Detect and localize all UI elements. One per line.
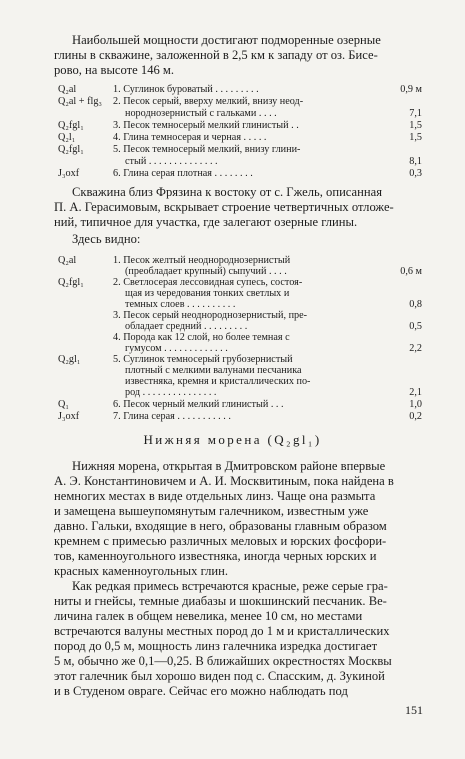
stratum-description: 3. Песок серый неоднороднозернистый, пре- — [113, 310, 308, 321]
text-line: Как редкая примесь встречаются красные, реже серые гра- — [72, 579, 388, 593]
stratum-thickness: 1,5 — [409, 132, 422, 143]
stratum-description: 4. Порода как 12 слой, но более темная с — [113, 332, 290, 343]
stratum-description: 6. Песок черный мелкий глинистый . . . — [113, 399, 284, 410]
text-line: ниты и гнейсы, темные диабазы и шокшинский песчаник. Ве- — [54, 594, 387, 608]
paragraph-1 — [54, 33, 422, 78]
stratum-thickness: 0,5 — [409, 321, 422, 332]
stratum-description: плотный с мелкими валунами песчаника — [125, 365, 302, 376]
table-row — [58, 84, 422, 96]
stratum-description: 3. Песок темносерый мелкий глинистый . . — [113, 120, 299, 131]
table-row — [58, 96, 422, 108]
table-row — [58, 399, 422, 411]
table-row — [58, 120, 422, 132]
paragraph-4 — [54, 579, 422, 699]
stratum-description: 4. Глина темносерая и черная . . . . . — [113, 132, 267, 143]
stratum-index: Q₂fgl₁ — [58, 277, 84, 288]
stratum-thickness: 1,5 — [409, 120, 422, 131]
stratum-thickness: 0,8 — [409, 299, 422, 310]
text-line: П. А. Герасимовым, вскрывает строение четвертичных отложе- — [54, 200, 394, 214]
stratum-description: 5. Песок темносерый мелкий, внизу глини- — [113, 144, 301, 155]
stratum-description: 1. Суглинок буроватый . . . . . . . . . — [113, 84, 259, 95]
text-line: этот галечник был хорошо виден под с. Спасским, д. Зукиной — [54, 669, 385, 683]
text-line: тов, каменноугольного известняка, иногда черных юрских и — [54, 549, 377, 563]
stratum-thickness: 0,6 м — [400, 266, 422, 277]
stratum-index: J₃oxf — [58, 411, 80, 422]
text-line: глины в скважине, заложенной в 2,5 км к западу от оз. Бисе- — [54, 48, 378, 62]
stratum-description: щая из чередования тонких светлых и — [125, 288, 290, 299]
stratum-index: Q₁ — [58, 399, 69, 410]
text-line: красных каменноугольных глин. — [54, 564, 229, 578]
stratum-description: (преобладает крупный) сыпучий . . . . — [125, 266, 287, 277]
stratum-description: известняка, кремня и кристаллических по- — [125, 376, 311, 387]
stratum-description: 6. Глина серая плотная . . . . . . . . — [113, 168, 253, 179]
paragraph-3 — [54, 459, 422, 579]
table-row — [58, 156, 422, 168]
section-heading: Нижняя морена (Q₂gl₁) — [143, 432, 322, 447]
table-row — [58, 168, 422, 180]
stratum-thickness: 7,1 — [409, 108, 422, 119]
stratum-thickness: 1,0 — [409, 399, 422, 410]
stratum-description: 2. Песок серый, вверху мелкий, внизу неод- — [113, 96, 304, 107]
table-row — [58, 108, 422, 120]
stratum-description: обладает средний . . . . . . . . . — [125, 321, 248, 332]
stratum-thickness: 0,2 — [409, 411, 422, 422]
text-line: кремнем с примесью различных меловых и юрских фосфори- — [54, 534, 387, 548]
text-line: Скважина близ Фрязина к востоку от с. Гжель, описанная — [72, 185, 382, 199]
text-line: личина галек в общем невелика, менее 10 см, но местами — [54, 609, 363, 623]
stratum-thickness: 0,9 м — [400, 84, 422, 95]
stratum-index: Q₂fgl₁ — [58, 120, 84, 131]
stratum-description: стый . . . . . . . . . . . . . . — [125, 156, 218, 167]
text-line: пород до 0,5 м, мощность линз галечника изредка достигает — [54, 639, 378, 653]
stratum-description: род . . . . . . . . . . . . . . . — [125, 387, 217, 398]
table-row — [58, 387, 422, 399]
stratum-index: Q₂al + flg₃ — [58, 96, 102, 107]
table-row — [58, 132, 422, 144]
paragraph-2 — [54, 185, 422, 230]
text-line: А. Э. Константиновичем и А. И. Москвитиным, пока найдена в — [54, 474, 394, 488]
page-number: 151 — [405, 703, 423, 717]
stratum-description: 7. Глина серая . . . . . . . . . . . — [113, 411, 231, 422]
stratum-index: Q₂al — [58, 84, 77, 95]
stratum-index: J₃oxf — [58, 168, 80, 179]
stratum-thickness: 2,1 — [409, 387, 422, 398]
table-row — [58, 411, 422, 423]
stratum-index: Q₂al — [58, 255, 77, 266]
stratum-description: темных слоев . . . . . . . . . . — [125, 299, 236, 310]
text-line: рово, на высоте 146 м. — [54, 63, 175, 77]
here-visible-label: Здесь видно: — [72, 232, 141, 246]
text-line: немногих местах в виде отдельных линз. Чаще она размыта — [54, 489, 376, 503]
text-line: Наибольшей мощности достигают подморенные озерные — [72, 33, 381, 47]
stratum-index: Q₂l₁ — [58, 132, 76, 143]
stratum-thickness: 0,3 — [409, 168, 422, 179]
stratum-thickness: 8,1 — [409, 156, 422, 167]
text-line: ний, типичное для участка, где залегают озерные глины. — [54, 215, 358, 229]
stratum-index: Q₂gl₁ — [58, 354, 81, 365]
stratum-description: 2. Светлосерая лессовидная супесь, состоя- — [113, 277, 303, 288]
stratum-description: нороднозернистый с гальками . . . . — [125, 108, 277, 119]
text-line: 5 м, обычно же 0,1—0,25. В ближайших окрестностях Москвы — [54, 654, 392, 668]
stratum-index: Q₂fgl₁ — [58, 144, 84, 155]
text-line: встречаются валуны местных пород до 1 м и кристаллических — [54, 624, 390, 638]
text-line: давно. Гальки, входящие в него, образованы главным образом — [54, 519, 387, 533]
text-line: и замещена вышеупомянутым галечником, известным уже — [54, 504, 369, 518]
stratum-description: гумусом . . . . . . . . . . . . . — [125, 343, 228, 354]
stratum-thickness: 2,2 — [409, 343, 422, 354]
stratum-description: 5. Суглинок темносерый грубозернистый — [113, 354, 293, 365]
table-row — [58, 144, 422, 156]
stratum-description: 1. Песок желтый неоднороднозернистый — [113, 255, 291, 266]
text-line: и в Студеном овраге. Сейчас его можно наблюдать под — [54, 684, 348, 698]
text-line: Нижняя морена, открытая в Дмитровском районе впервые — [72, 459, 386, 473]
